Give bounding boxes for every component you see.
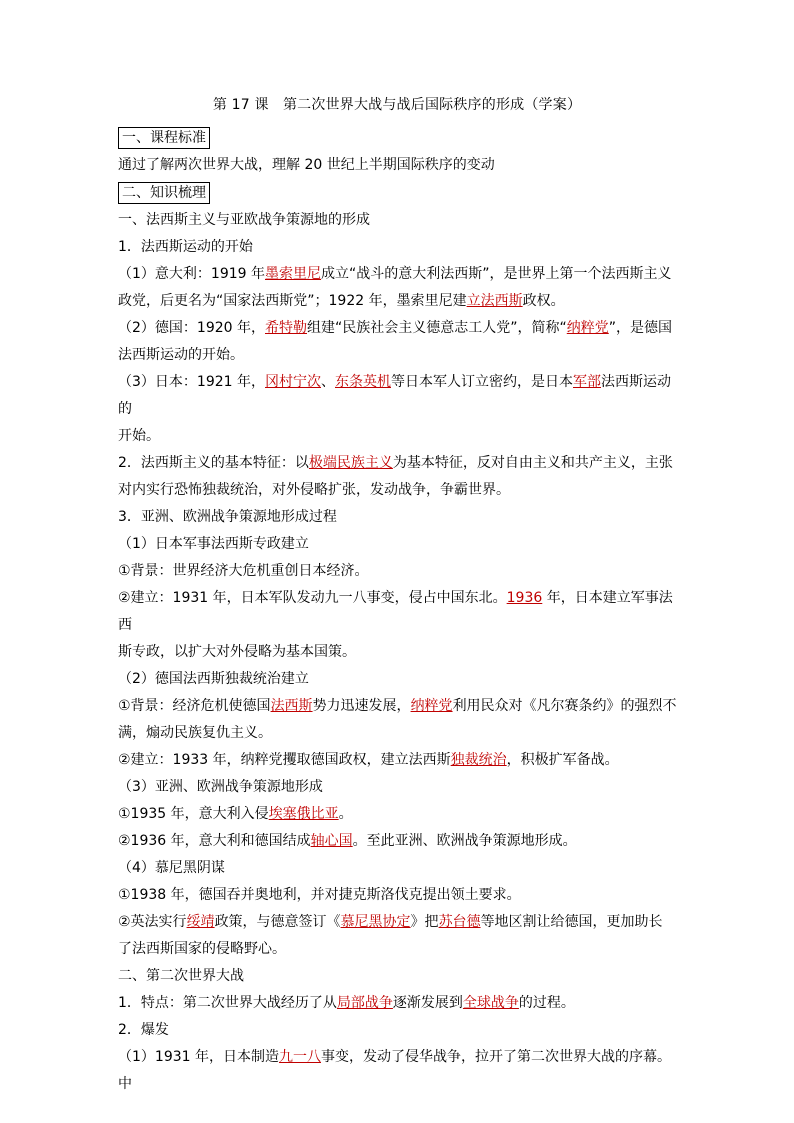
text-line: [118, 990, 678, 1017]
text-run: 满，煽动民族复仇主义。: [118, 725, 272, 741]
page-title: 第 17 课 第二次世界大战与战后国际秩序的形成（学案）: [212, 97, 582, 113]
text-run: 。至此亚洲、欧洲战争策源地形成。: [352, 833, 577, 849]
text-line: [118, 261, 678, 288]
text-run: 2．法西斯主义的基本特征：以: [118, 455, 309, 471]
key-term: 全球战争: [462, 995, 519, 1011]
text-line: [118, 369, 678, 423]
text-run: （4）慕尼黑阴谋: [118, 860, 225, 876]
text-line: [118, 585, 678, 639]
key-term: 苏台德: [438, 914, 481, 930]
text-line: [118, 558, 678, 585]
text-run: ①1935 年，意大利入侵: [118, 806, 269, 822]
text-line: [118, 315, 678, 342]
text-run: 》把: [410, 914, 439, 930]
text-run: （3）亚洲、欧洲战争策源地形成: [118, 779, 323, 795]
text-line: [118, 909, 678, 936]
text-line: [118, 207, 678, 234]
key-term: 冈村宁次: [265, 374, 321, 390]
text-run: 二、第二次世界大战: [118, 968, 244, 984]
text-run: 政党，后更名为“国家法西斯党”；1922 年，墨索里尼建: [118, 293, 467, 309]
text-run: 年，日本建立军事法西: [118, 590, 673, 633]
text-line: [118, 801, 678, 828]
text-run: 等日本军人订立密约，是日本: [391, 374, 573, 390]
text-run: 1．法西斯运动的开始: [118, 239, 253, 255]
text-line: [118, 288, 678, 315]
text-run: （1）意大利：1919 年: [118, 266, 265, 282]
text-run: 了法西斯国家的侵略野心。: [118, 941, 286, 957]
text-run: 的过程。: [518, 995, 575, 1011]
key-term: 立法西斯: [466, 293, 523, 309]
key-term: 埃塞俄比亚: [268, 806, 339, 822]
text-line: [118, 152, 678, 179]
text-run: 法西斯运动的开始。: [118, 347, 244, 363]
text-line: [118, 774, 678, 801]
text-line: [118, 531, 678, 558]
section-heading-box: [118, 127, 210, 149]
text-run: 2．爆发: [118, 1022, 169, 1038]
text-line: [118, 963, 678, 990]
text-line: [118, 504, 678, 531]
text-run: ②建立：1933 年，纳粹党攫取德国政权，建立法西斯: [118, 752, 451, 768]
text-line: [118, 1044, 678, 1098]
text-run: 事变，发动了侵华战争，拉开了第二次世界大战的序幕。中: [118, 1049, 671, 1092]
key-term: 希特勒: [265, 320, 307, 336]
key-term: 独裁统治: [450, 752, 507, 768]
text-line: [118, 747, 678, 774]
text-run: 政权。: [522, 293, 565, 309]
text-run: 组建“民族社会主义德意志工人党”，简称“: [307, 320, 567, 336]
text-run: 开始。: [118, 428, 160, 444]
text-run: 斯专政，以扩大对外侵略为基本国策。: [118, 644, 356, 660]
text-run: （1）日本军事法西斯专政建立: [118, 536, 309, 552]
text-line: [118, 234, 678, 261]
text-run: （1）1931 年，日本制造: [118, 1049, 279, 1065]
text-run: 等地区割让给德国，更加助长: [480, 914, 663, 930]
text-run: ①1938 年，德国吞并奥地利，并对捷克斯洛伐克提出领土要求。: [118, 887, 521, 903]
text-run: 1．特点：第二次世界大战经历了从: [118, 995, 337, 1011]
text-line: [118, 639, 678, 666]
key-term: 局部战争: [336, 995, 393, 1011]
text-run: 政策，与德意签订《: [214, 914, 341, 930]
key-term: 绥靖: [186, 914, 215, 930]
key-term: 慕尼黑协定: [340, 914, 411, 930]
text-run: （3）日本：1921 年，: [118, 374, 265, 390]
key-term: 极端民族主义: [308, 455, 393, 471]
text-run: ②建立：1931 年，日本军队发动九一八事变，侵占中国东北。: [118, 590, 507, 606]
key-term: 墨索里尼: [265, 266, 321, 282]
key-term: 轴心国: [310, 833, 353, 849]
text-line: [118, 882, 678, 909]
section-heading-box: [118, 182, 210, 204]
text-line: [118, 423, 678, 450]
key-term: 东条英机: [335, 374, 391, 390]
text-line: [118, 1017, 678, 1044]
text-line: [118, 720, 678, 747]
text-run: （2）德国法西斯独裁统治建立: [118, 671, 309, 687]
key-term: 纳粹党: [566, 320, 609, 336]
text-line: [118, 477, 678, 504]
text-run: 一、课程标准: [122, 130, 206, 146]
text-run: ②英法实行: [118, 914, 187, 930]
text-run: （2）德国：1920 年，: [118, 320, 265, 336]
text-run: 法西斯运动的: [118, 374, 671, 417]
text-run: 、: [321, 374, 335, 390]
text-line: [118, 855, 678, 882]
text-run: 为基本特征，反对自由主义和共产主义，主张: [392, 455, 673, 471]
text-line: [118, 124, 678, 152]
text-run: 势力迅速发展，: [312, 698, 411, 714]
text-run: ①背景：世界经济大危机重创日本经济。: [118, 563, 369, 579]
text-line: [118, 450, 678, 477]
key-term: 1936: [506, 590, 543, 606]
key-term: 纳粹党: [410, 698, 453, 714]
text-run: 。: [338, 806, 353, 822]
key-term: 法西斯: [270, 698, 313, 714]
text-line: [118, 666, 678, 693]
text-run: 利用民众对《凡尔赛条约》的强烈不: [452, 698, 677, 714]
text-run: 3．亚洲、欧洲战争策源地形成过程: [118, 509, 337, 525]
key-term: 军部: [573, 374, 601, 390]
text-run: 成立“战斗的意大利法西斯”，是世界上第一个法西斯主义: [321, 266, 672, 282]
text-run: ①背景：经济危机使德国: [118, 698, 271, 714]
text-line: [118, 342, 678, 369]
text-line: [118, 693, 678, 720]
text-run: 一、法西斯主义与亚欧战争策源地的形成: [118, 212, 370, 228]
text-run: ，积极扩军备战。: [506, 752, 619, 768]
text-line: [118, 936, 678, 963]
text-run: 二、知识梳理: [122, 185, 206, 201]
text-run: 对内实行恐怖独裁统治，对外侵略扩张，发动战争，争霸世界。: [118, 482, 510, 498]
text-run: 逐渐发展到: [392, 995, 463, 1011]
text-run: 通过了解两次世界大战，理解 20 世纪上半期国际秩序的变动: [118, 157, 495, 173]
text-line: [118, 179, 678, 207]
text-run: ②1936 年，意大利和德国结成: [118, 833, 311, 849]
text-run: ”，是德国: [608, 320, 673, 336]
text-line: [118, 828, 678, 855]
document-body: [118, 124, 678, 1098]
key-term: 九一八: [279, 1049, 321, 1065]
